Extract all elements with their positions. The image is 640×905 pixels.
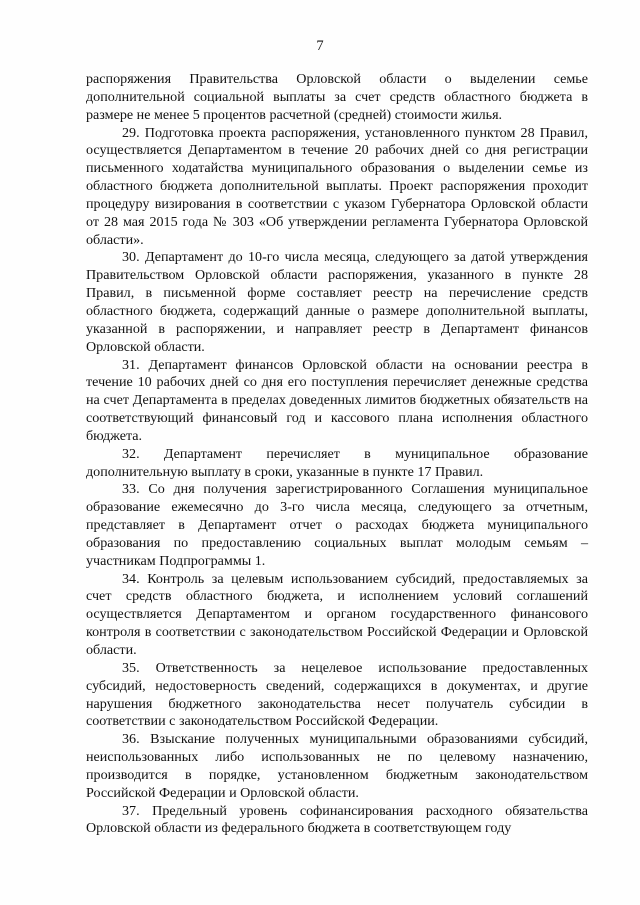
paragraph-32: 32. Департамент перечисляет в муниципальное образование дополнительную выплату в сроки, указанные в пункте 17 Правил. (86, 445, 588, 480)
paragraph-36: 36. Взыскание полученных муниципальными образованиями субсидий, неиспользованных либо использованных не по целевому назначению, производится в порядке, установленном бюджетным законодательством Российской Федерации и Орловской области. (86, 731, 588, 801)
page-number: 7 (316, 38, 324, 54)
paragraph-37: 37. Предельный уровень софинансирования расходного обязательства Орловской области из федерального бюджета в соответствующем году (86, 802, 588, 837)
paragraph-31: 31. Департамент финансов Орловской области на основании реестра в течение 10 рабочих дней со дня его поступления перечисляет денежные средства на счет Департамента в пределах доведенных лимитов бюджетных обязательств на соответствующий финансовый год и кассового плана исполнения областного бюджета. (86, 356, 588, 444)
paragraph-30: 30. Департамент до 10-го числа месяца, следующего за датой утверждения Правительством Орловской области распоряжения, указанного в пункте 28 Правил, в письменной форме составляет реестр на перечисление средств областного бюджета, содержащий данные о размере дополнительной выплаты, указанной в распоряжении, и направляет реестр в Департамент финансов Орловской области. (86, 249, 588, 355)
document-body (86, 71, 588, 838)
paragraph-29: 29. Подготовка проекта распоряжения, установленного пунктом 28 Правил, осуществляется Департаментом в течение 20 рабочих дней со дня регистрации письменного ходатайства муниципального образования о выделении семье из областного бюджета дополнительной выплаты. Проект распоряжения проходит процедуру визирования в соответствии с указом Губернатора Орловской области от 28 мая 2015 года № 303 «Об утверждении регламента Губернатора Орловской области». (86, 124, 588, 248)
paragraph-33: 33. Со дня получения зарегистрированного Соглашения муниципальное образование ежемесячно до 3-го числа месяца, следующего за отчетным, представляет в Департамент отчет о расходах бюджета муниципального образования по предоставлению социальных выплат молодым семьям – участникам Подпрограммы 1. (86, 481, 588, 569)
paragraph-34: 34. Контроль за целевым использованием субсидий, предоставляемых за счет средств областного бюджета, и исполнением условий соглашений осуществляется Департаментом и органом государственного финансового контроля в соответствии с законодательством Российской Федерации и Орловской области. (86, 570, 588, 658)
paragraph-35: 35. Ответственность за нецелевое использование предоставленных субсидий, недостоверность сведений, содержащихся в документах, и другие нарушения бюджетного законодательства несет получатель субсидии в соответствии с законодательством Российской Федерации. (86, 659, 588, 730)
paragraph-continuation: распоряжения Правительства Орловской области о выделении семье дополнительной социальной выплаты за счет средств областного бюджета в размере не менее 5 процентов расчетной (средней) стоимости жилья. (86, 71, 588, 123)
